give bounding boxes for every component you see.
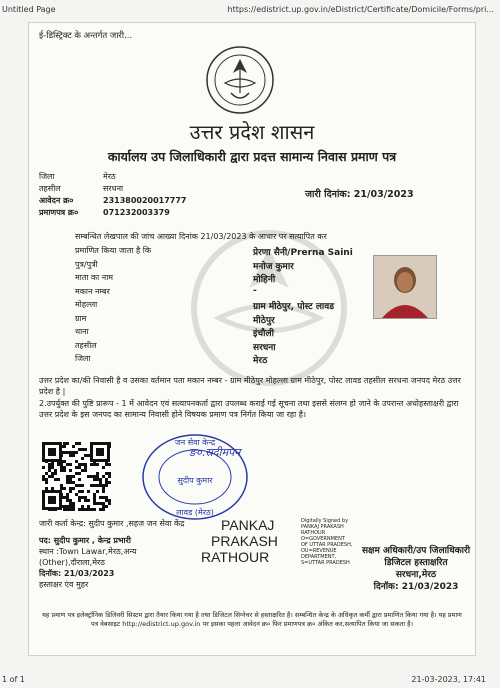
detail-label: थाना [75,327,89,336]
detail-label: ग्राम [75,313,87,323]
up-emblem-icon [205,45,275,115]
district-label: जिला [39,172,55,181]
district-row [39,171,116,182]
handwritten-signature: ङ०.स्रदीमपन [189,446,241,459]
issuer-center: जारी कर्ता केन्द्र: सुदीप कुमार ,सहज जन सेवा केंद्र [39,519,185,528]
detail-label: मकान नम्बर [75,286,110,296]
certificate-number: 071232003379 [103,208,170,217]
footer-note: यह प्रमाण पत्र इलेक्ट्रॉनिक डिलिवरी सिस्टम द्वारा तैयार किया गया है तथा डिजिटल सिग्नेचर से हस्ताक्षरित है। सम्बन्धित केन्द्र के अधिकृत कर्मी द्वारा प्रमाणित किया गया है। यह प्रमाण पत्र वेबसाइट http://edistrict.up.gov.in पर इसका पहला आवेदन क्र० फिर प्रमाणपत्र क्र० अंकित कर,सत्यापित किया जा सकता है। [42,611,462,628]
detail-label: मोहल्ला [75,300,98,309]
page-marker: 1 of 1 [2,675,25,684]
signer-name-line: RATHOUR [201,549,270,565]
header-note: ई-डिस्ट्रिक्ट के अन्तर्गत जारी... [39,31,133,41]
print-datetime: 21-03-2023, 17:41 [411,675,486,684]
residence-paragraph: उत्तर प्रदेश का/की निवासी है व उसका वर्तमान पता मकान नम्बर - ग्राम मीठेपुर मोहल्ला ग्राम मीठेपुर, पोस्ट लावड तहसील सरधना जनपद मेरठ उत्तर प्रदेश है | [39,376,461,396]
issuer-details [39,535,136,590]
officer-line: डिजिटल हस्ताक्षरित [384,558,448,568]
detail-value: मनोज कुमार [253,261,294,272]
officer-line: सक्षम अधिकारी/उप जिलाधिकारी [361,546,471,556]
certificate [28,22,476,656]
officer-line: सरधना,मेरठ [395,570,437,580]
detail-label: प्रमाणित किया जाता है कि [75,246,152,255]
tab-title: Untitled Page [2,5,56,14]
application-row [39,195,187,206]
confirmation-paragraph: 2.उपर्युक्त की पुष्टि प्रारूप - 1 में आवेदन एवं सत्यापनकर्ता द्वारा उपलब्ध कराई गई सूचना तथा इससे संलग्न हो जाने के उपरान्त अधोहस्ताक्षरी द्वारा उत्तर प्रदेश के इस जनपद का सामान्य निवासी होने विषयक प्रमाण पत्र निर्गत किया जा रहा है। [39,399,459,419]
detail-value: सरधना [253,342,276,353]
seal-name: सुदीप कुमार [177,476,213,485]
digital-signature-details: Digitally Signed by PANKAJ PRAKASH RATHOUR O=GOVERNMENT OF UTTAR PRADESH, OU=REVENUE DEPARTMENT, S=UTTAR PRADESH [301,518,353,566]
district-value: मेरठ [103,172,116,181]
certificate-number-row [39,207,170,218]
print-header [0,0,500,18]
detail-value: मोहिनी [253,275,276,285]
officer-line: दिनॉक: 21/03/2023 [373,582,459,592]
application-number: 231380020017777 [103,196,187,205]
tehsil-label: तहसील [39,184,61,193]
issuer-detail-line: दिनॉक: 21/03/2023 [39,569,115,578]
verification-intro: सम्बन्धित लेखपाल की जांच आख्या दिनांक 21/03/2023 के आधार पर सत्यापित कर [75,232,327,241]
print-footer [0,672,500,688]
detail-label: माता का नाम [75,273,114,282]
page-url: https://edistrict.up.gov.in/eDistrict/Certificate/Domicile/Forms/pri... [227,5,494,14]
seal-bottom-text: लावड (मेरठ) [176,508,214,517]
detail-value: - [253,285,257,296]
detail-value: मेरठ [253,356,268,366]
issuer-detail-line: स्थान :Town Lawar,मेरठ,अन्य [39,547,137,556]
signer-name-line: PANKAJ [221,517,275,533]
seal-top-text: जन सेवा केन्द्र [174,438,216,447]
government-title: उत्तर प्रदेश शासन [189,120,315,144]
issuer-detail-line: (Other),दौराला,मेरठ [39,558,105,567]
detail-value: ग्राम मीठेपुर, पोस्ट लावड [253,302,335,312]
tehsil-value: सरधना [103,184,124,193]
issuer-detail-line: पद: सुदीप कुमार , केन्द्र प्रभारी [39,536,131,545]
certificate-number-label: प्रमाणपत्र क्र० [39,208,79,217]
certificate-title: कार्यालय उप जिलाधिकारी द्वारा प्रदत्त सामान्य निवास प्रमाण पत्र [107,149,397,164]
competent-officer [357,545,475,593]
detail-label: जिला [75,354,91,363]
tehsil-row [39,183,123,194]
issuer-detail-line: हस्ताक्षर एंव मुहर [39,580,89,589]
signer-name-line: PRAKASH [211,533,278,549]
digital-signer-name [201,517,278,565]
detail-value: प्रेरणा सैनी/Prerna Saini [253,248,353,258]
detail-label: पुत्र/पुत्री [75,259,98,269]
qr-code-icon [41,441,111,511]
detail-value: इंचौली [253,329,274,339]
detail-label: तहसील [75,340,97,350]
issue-date: जारी दिनांक: 21/03/2023 [305,189,414,200]
applicant-photo [373,255,437,319]
detail-value: मीठेपुर [253,315,275,326]
application-label: आवेदन क्र० [39,196,74,205]
